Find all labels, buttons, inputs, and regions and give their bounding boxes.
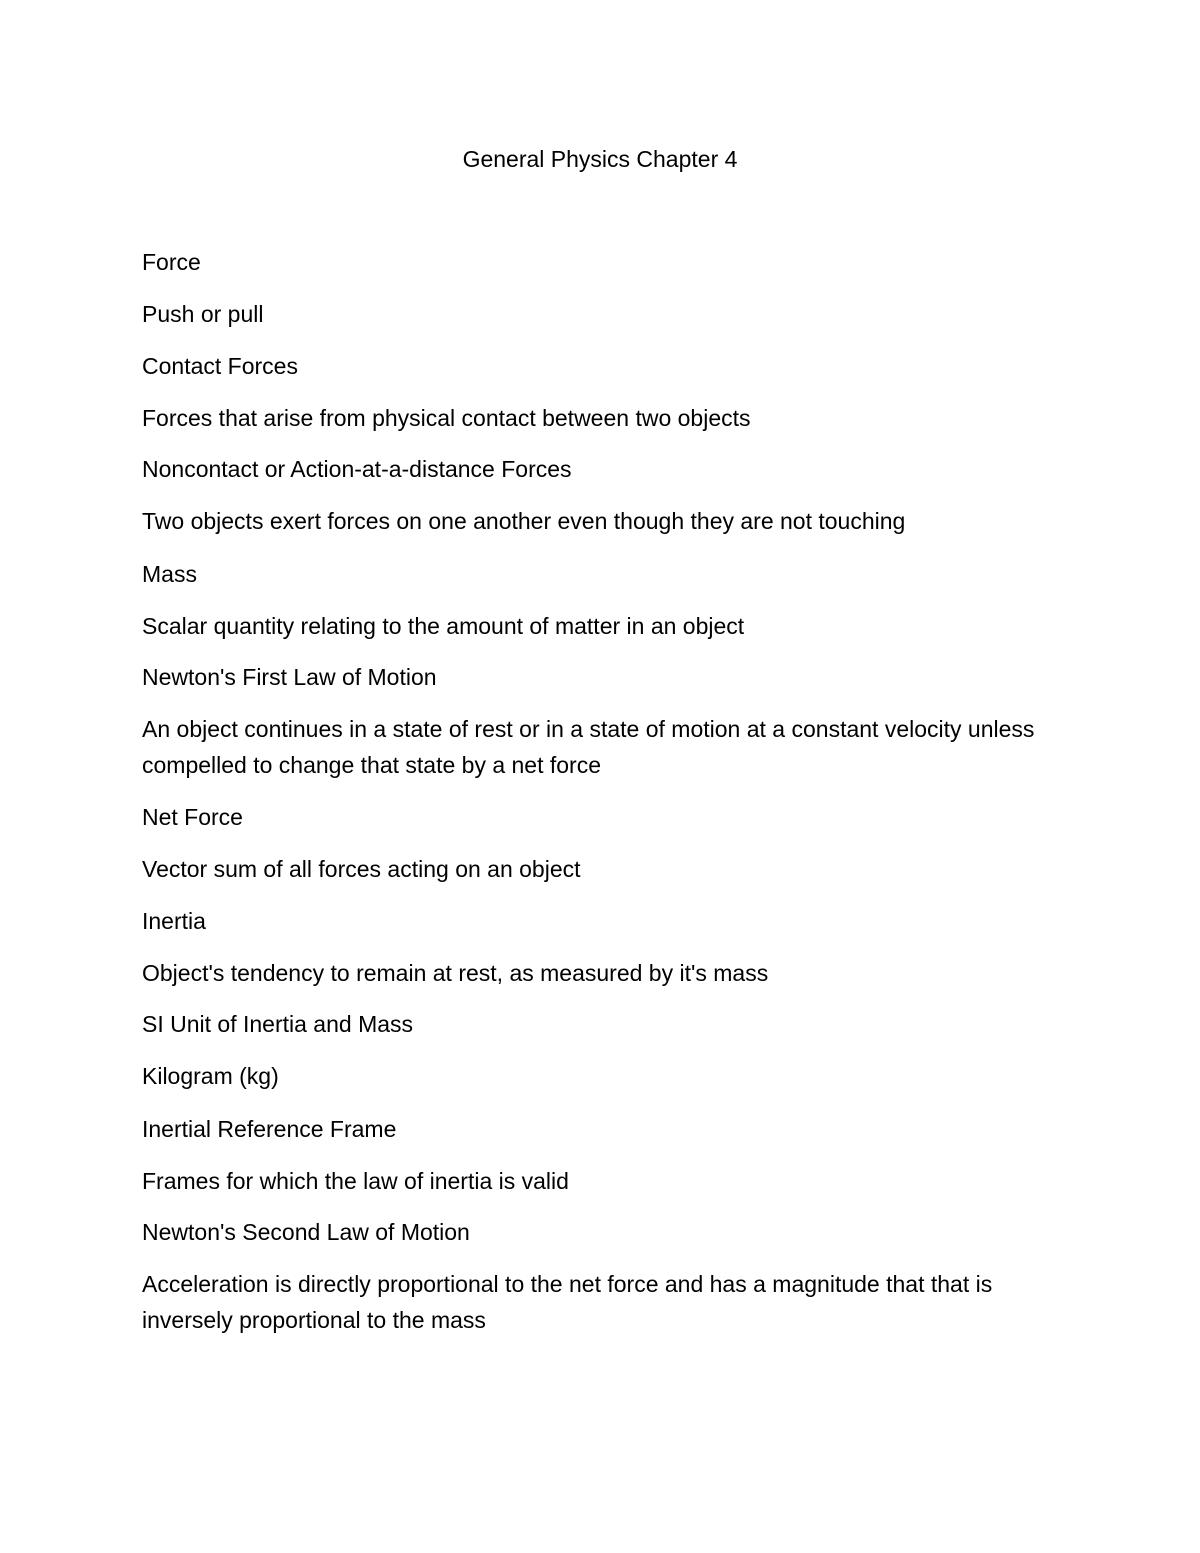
definition-line: Two objects exert forces on one another even though they are not touching [142,508,906,534]
definition-line: Frames for which the law of inertia is valid [142,1168,569,1194]
term-line: Net Force [142,804,243,830]
term-line: SI Unit of Inertia and Mass [142,1011,414,1037]
document-title: General Physics Chapter 4 [462,146,738,172]
term-line: Newton's First Law of Motion [142,664,437,690]
term-line: Force [142,249,201,275]
definition-line: Object's tendency to remain at rest, as measured by it's mass [142,960,769,986]
term-line: Inertia [142,908,206,934]
term-line: Mass [142,561,197,587]
definition-line: Kilogram (kg) [142,1063,279,1089]
definition-line: An object continues in a state of rest or in a state of motion at a constant velocity unless compelled to change that state by a net force [142,716,1035,778]
definition-line: Acceleration is directly proportional to the net force and has a magnitude that that is inversely proportional to the mass [142,1271,993,1333]
term-line: Noncontact or Action-at-a-distance Forces [142,456,572,482]
definition-line: Forces that arise from physical contact between two objects [142,405,751,431]
term-line: Contact Forces [142,353,298,379]
term-line: Newton's Second Law of Motion [142,1219,470,1245]
definition-line: Scalar quantity relating to the amount of matter in an object [142,613,745,639]
term-line: Inertial Reference Frame [142,1116,397,1142]
definition-line: Vector sum of all forces acting on an object [142,856,581,882]
definition-line: Push or pull [142,301,264,327]
